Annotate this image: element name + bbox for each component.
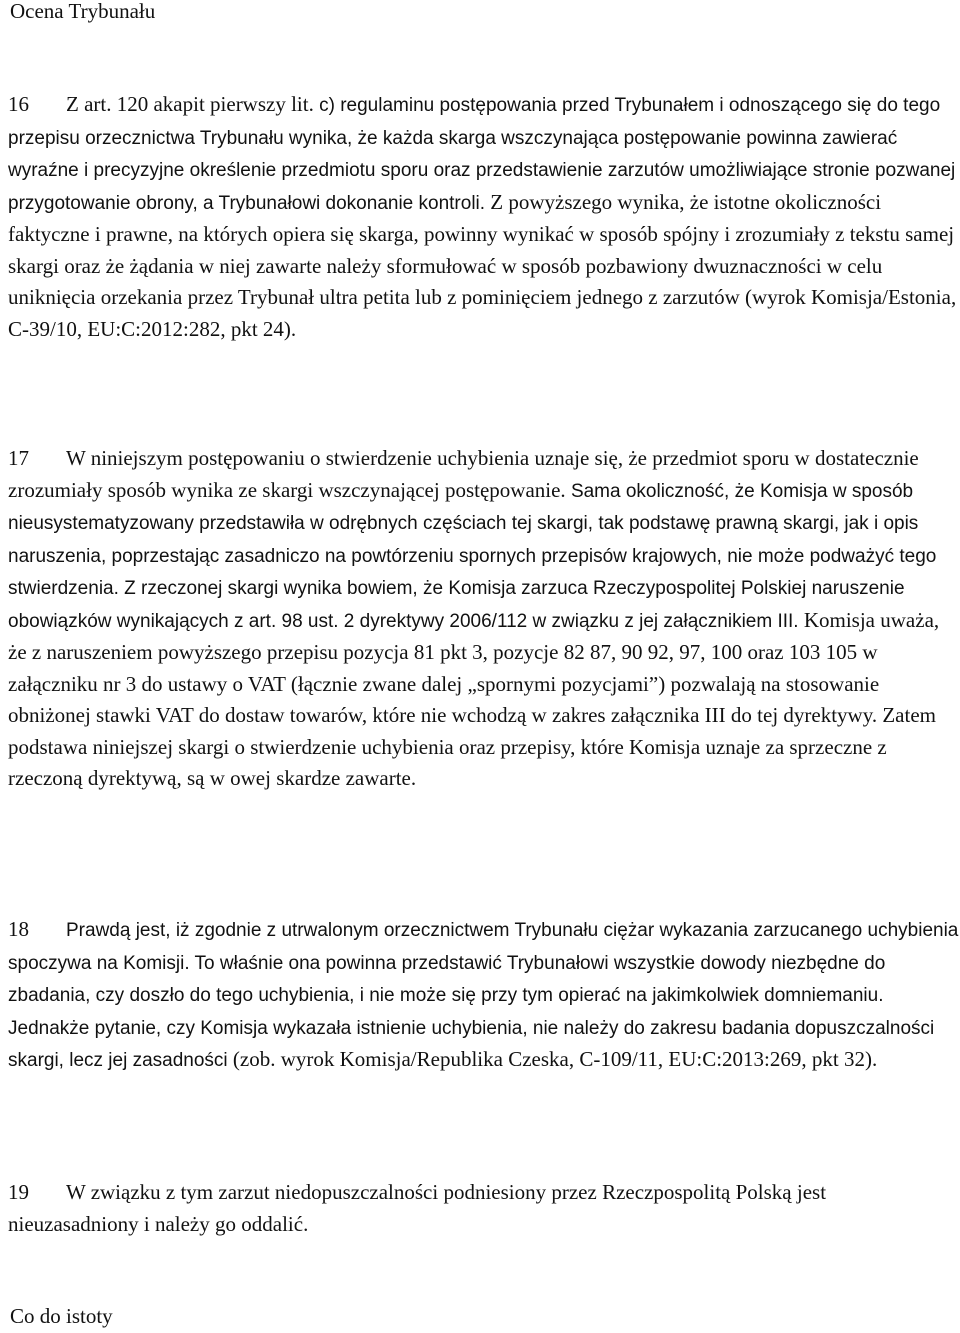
paragraph-text: Z powyższego wynika, że istotne okoliczności faktyczne i prawne, na których opiera się skarga, powinny wynikać w sposób spójny i zrozumiały z tekstu samej skargi oraz że żądania w niej zawarte należy sformułować w sposób pozbawiony dwuznaczności w celu uniknięcia orzekania przez Trybunał ultra petita lub z pominięciem jednego z zarzutów (wyrok Komisja/Estonia, C‑39/10, EU:C:2012:282, pkt 24). bbox=[8, 189, 957, 341]
paragraph-18 bbox=[8, 914, 960, 1077]
paragraph-number: 17 bbox=[8, 446, 29, 470]
paragraph-text: W związku z tym zarzut niedopuszczalności podniesiony przez Rzeczpospolitą Polską jest nieuzasadniony i należy go oddalić. bbox=[8, 1180, 827, 1236]
paragraph-text: Prawdą jest, iż zgodnie z utrwalonym orzecznictwem Trybunału ciężar wykazania zarzucanego uchybienia spoczywa na Komisji. To właśnie ona powinna przedstawić Trybunałowi wszystkie dowody niezbędne do zbadania, czy doszło do tego uchybienia, i nie może się przy tym opierać na jakimkolwiek domniemaniu. Jednakże pytanie, czy Komisja wykazała istnienie uchybienia, nie należy do zakresu badania dopuszczalności skargi, lecz jej zasadności bbox=[8, 920, 959, 1071]
paragraph-text: (zob. wyrok Komisja/Republika Czeska, C‑109/11, EU:C:2013:269, pkt 32). bbox=[227, 1047, 878, 1071]
paragraph-text: Sama okoliczność, że Komisja w sposób nieusystematyzowany przedstawiła w odrębnych częściach tej skargi, tak podstawę prawną skargi, jak i opis naruszenia, poprzestając zasadniczo na powtórzeniu spornych przepisów krajowych, nie może podważyć tego stwierdzenia. Z rzeczonej skargi wynika bowiem, że Komisja zarzuca Rzeczypospolitej Polskiej naruszenie obowiązków wynikających z art. 98 ust. 2 dyrektywy 2006/112 w związku z jej załącznikiem III. bbox=[8, 480, 937, 632]
paragraph-19 bbox=[8, 1177, 960, 1240]
paragraph-17 bbox=[8, 443, 960, 795]
section-heading-ocena-trybunalu: Ocena Trybunału bbox=[10, 0, 156, 23]
paragraph-text: Z art. 120 akapit pierwszy lit. bbox=[66, 92, 320, 116]
paragraph-number: 19 bbox=[8, 1180, 29, 1204]
paragraph-text: c) regulaminu postępowania przed Trybunałem i odnoszącego się do tego przepisu orzecznictwa Trybunału wynika, że każda skarga wszczynająca postępowanie powinna zawierać wyraźne i precyzyjne określenie przedmiotu sporu oraz przedstawienie zarzutów umożliwiające stronie pozwanej przygotowanie obrony, a Trybunałowi dokonanie kontroli. bbox=[8, 95, 956, 214]
paragraph-text: Komisja uważa, że z naruszeniem powyższego przepisu pozycja 81 pkt 3, pozycje 82 87, 90 92, 97, 100 oraz 103 105 w załączniku nr 3 do ustawy o VAT (łącznie zwane dalej „spornymi pozycjami”) pozwalają na stosowanie obniżonej stawki VAT do dostaw towarów, które nie wchodzą w zakres załącznika III do tej dyrektywy. Zatem podstawa niniejszej skargi o stwierdzenie uchybienia oraz przepisy, które Komisja uznaje za sprzeczne z rzeczoną dyrektywą, są w owej skardze zawarte. bbox=[8, 607, 940, 790]
paragraph-text: W niniejszym postępowaniu o stwierdzenie uchybienia uznaje się, że przedmiot sporu w dostatecznie zrozumiały sposób wynika ze skargi wszczynającej postępowanie. bbox=[8, 446, 919, 502]
paragraph-number: 18 bbox=[8, 917, 29, 941]
paragraph-number: 16 bbox=[8, 92, 29, 116]
section-heading-co-do-istoty: Co do istoty bbox=[10, 1304, 113, 1328]
paragraph-16 bbox=[8, 89, 960, 345]
